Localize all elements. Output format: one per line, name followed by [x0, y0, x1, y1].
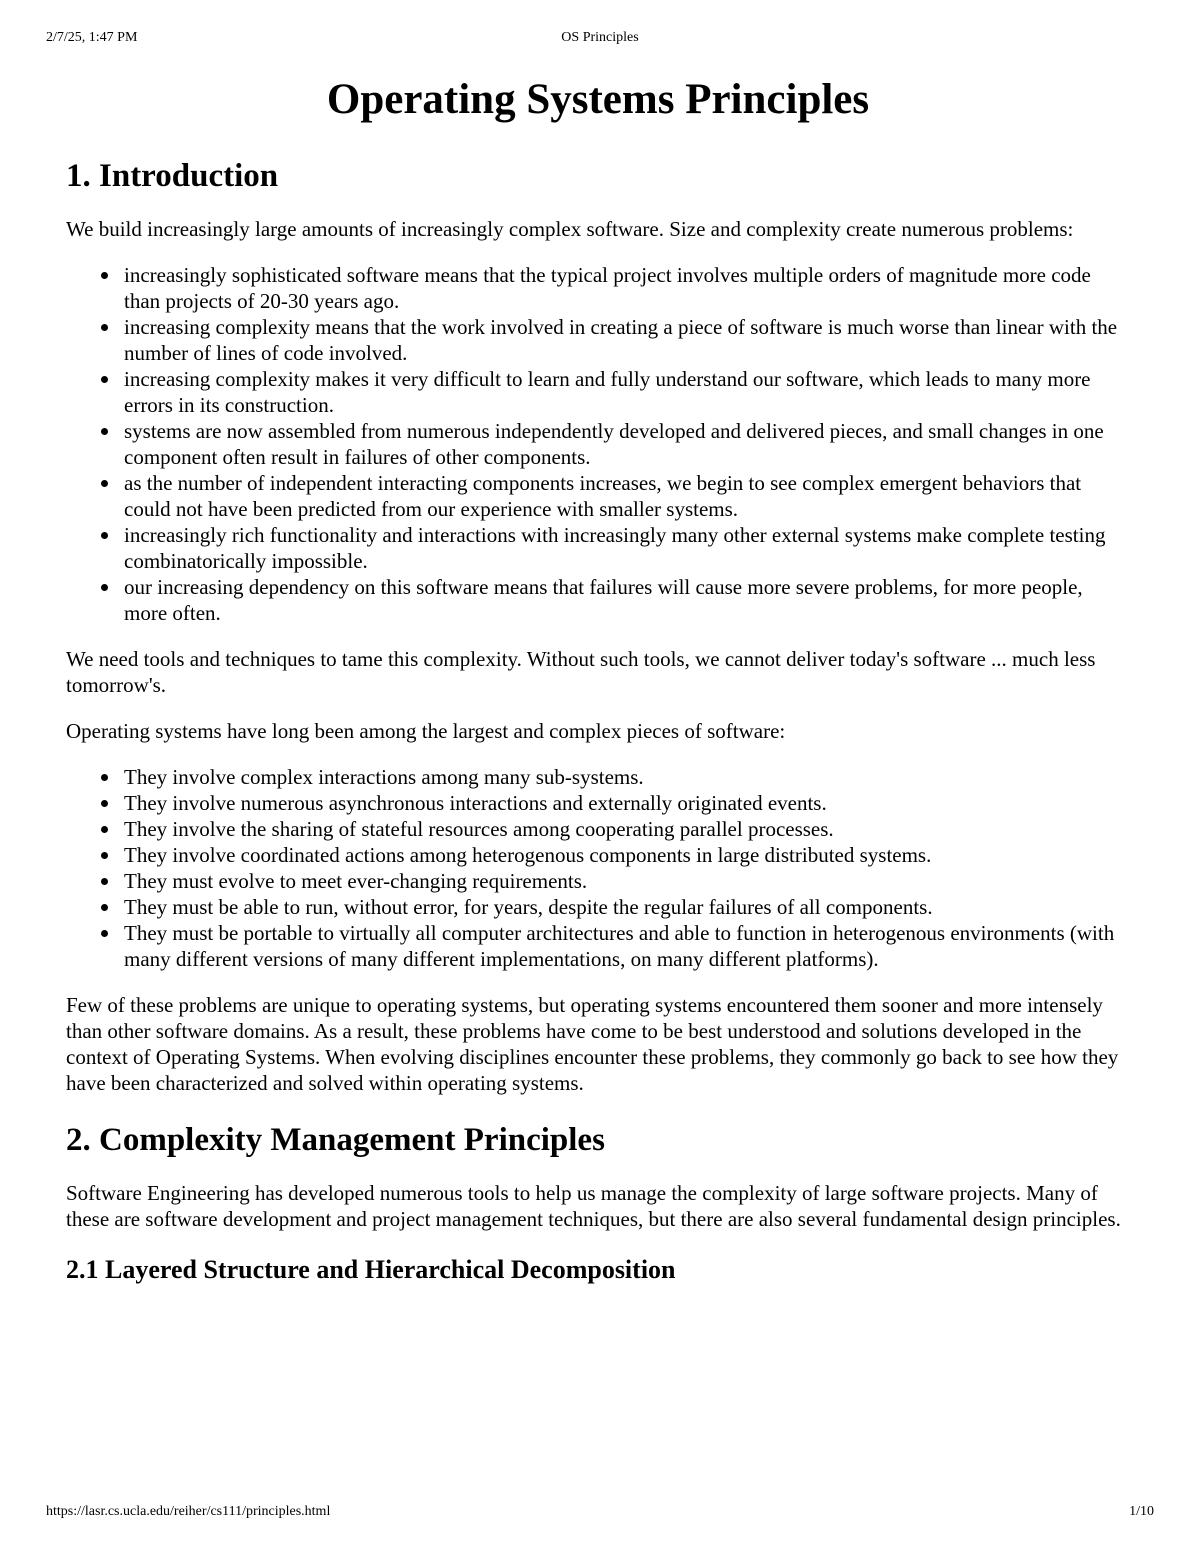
bullet-icon: [101, 904, 108, 911]
bullet-icon: [101, 826, 108, 833]
bullet-icon: [101, 930, 108, 937]
bullet-icon: [101, 428, 108, 435]
list-item: They involve complex interactions among many sub-systems.: [124, 764, 1130, 790]
document-title: Operating Systems Principles: [326, 76, 870, 123]
print-page-title: OS Principles: [561, 30, 639, 45]
bullet-icon: [101, 480, 108, 487]
bullet-icon: [101, 800, 108, 807]
print-footer: [46, 1504, 1154, 1524]
section-heading-introduction: 1. Introduction: [66, 158, 279, 194]
list-item: They must evolve to meet ever-changing requirements.: [124, 868, 1130, 894]
intro-paragraph-4: Few of these problems are unique to operating systems, but operating systems encountered them sooner and more intensely than other software domains. As a result, these problems have come to be best understood and solutions developed in the context of Operating Systems. When evolving disciplines encounter these problems, they commonly go back to see how they have been characterized and solved within operating systems.: [66, 993, 1119, 1095]
intro-paragraph-3: Operating systems have long been among the largest and complex pieces of software:: [66, 719, 786, 743]
bullet-icon: [101, 532, 108, 539]
bullet-icon: [101, 774, 108, 781]
bullet-icon: [101, 584, 108, 591]
print-url: https://lasr.cs.ucla.edu/reiher/cs111/principles.html: [46, 1504, 331, 1519]
list-item: increasingly sophisticated software means that the typical project involves multiple orders of magnitude more code than projects of 20-30 years ago.: [124, 262, 1130, 314]
bullet-icon: [101, 272, 108, 279]
list-item: They must be able to run, without error, for years, despite the regular failures of all components.: [124, 894, 1130, 920]
list-item: They involve numerous asynchronous interactions and externally originated events.: [124, 790, 1130, 816]
list-item: increasingly rich functionality and interactions with increasingly many other external systems make complete testing combinatorically impossible.: [124, 522, 1130, 574]
section-heading-complexity: 2. Complexity Management Principles: [66, 1122, 605, 1158]
list-item: They must be portable to virtually all computer architectures and able to function in heterogenous environments (with many different versions of many different implementations, on many different platforms).: [124, 920, 1130, 972]
document-body: [66, 68, 1130, 1286]
print-header: [46, 30, 1154, 50]
list-item: increasing complexity makes it very difficult to learn and fully understand our software, which leads to many more errors in its construction.: [124, 366, 1130, 418]
print-datetime: 2/7/25, 1:47 PM: [46, 30, 138, 45]
list-item: our increasing dependency on this software means that failures will cause more severe problems, for more people, more often.: [124, 574, 1130, 626]
list-item: increasing complexity means that the work involved in creating a piece of software is much worse than linear with the number of lines of code involved.: [124, 314, 1130, 366]
intro-paragraph-2: We need tools and techniques to tame this complexity. Without such tools, we cannot deliver today's software ... much less tomorrow's.: [66, 647, 1096, 697]
bullet-icon: [101, 878, 108, 885]
list-item: They involve the sharing of stateful resources among cooperating parallel processes.: [124, 816, 1130, 842]
complexity-paragraph-1: Software Engineering has developed numerous tools to help us manage the complexity of large software projects. Many of these are software development and project management techniques, but there are also several fundamental design principles.: [66, 1181, 1121, 1231]
bullet-icon: [101, 376, 108, 383]
list-item: systems are now assembled from numerous independently developed and delivered pieces, and small changes in one component often result in failures of other components.: [124, 418, 1130, 470]
bullet-icon: [101, 852, 108, 859]
subsection-heading-layered-structure: 2.1 Layered Structure and Hierarchical Decomposition: [66, 1255, 676, 1284]
bullet-icon: [101, 324, 108, 331]
intro-paragraph-1: We build increasingly large amounts of increasingly complex software. Size and complexity create numerous problems:: [66, 217, 1074, 241]
problems-list: [66, 262, 1130, 626]
list-item: as the number of independent interacting components increases, we begin to see complex emergent behaviors that could not have been predicted from our experience with smaller systems.: [124, 470, 1130, 522]
os-traits-list: [66, 764, 1130, 972]
list-item: They involve coordinated actions among heterogenous components in large distributed systems.: [124, 842, 1130, 868]
print-page-number: 1/10: [1129, 1504, 1154, 1519]
